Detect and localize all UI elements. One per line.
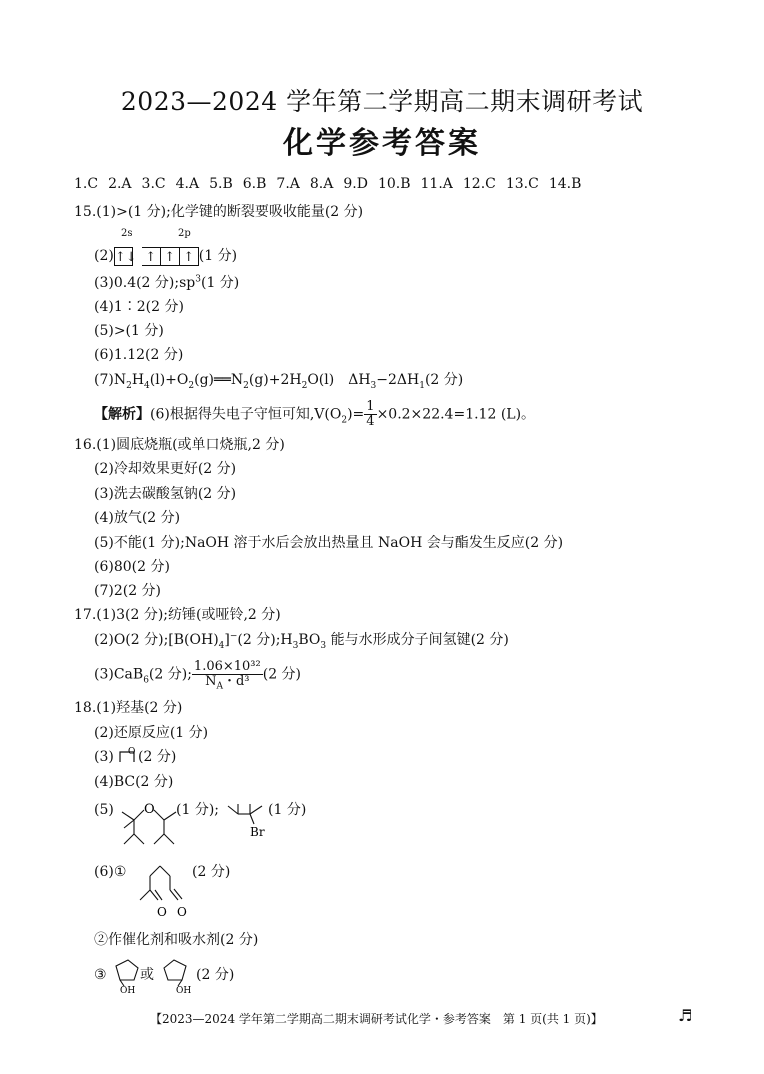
music-note-icon: ♬ [678,1006,693,1025]
q16-part7: (7)2(2 分) [94,583,162,599]
q15-part4: (4)1∶2(2 分) [94,299,184,315]
analysis-tag: 【解析】 [94,406,150,423]
q15-part3-text: (3)0.4(2 分);sp [94,275,196,291]
mc-answer: 5.B [209,176,233,192]
q17-part1: 17.(1)3(2 分);纺锤(或哑铃,2 分) [74,607,281,623]
density-denominator [192,674,263,692]
q15-analysis [94,400,535,429]
density-den-d: ・d³ [222,674,250,689]
q17-p3-a: (3)CaB [94,666,144,683]
mc-answer: 11.A [420,176,453,192]
cyclopentanol-1-oh: OH [120,986,136,994]
q15-part2-score: (1 分) [198,248,238,264]
q17-p2-s1: 4 [218,640,225,651]
q15-p7-s4: 2 [243,380,249,391]
q15-part5: (5)>(1 分) [94,323,164,339]
q17-p2-s3: 3 [320,640,327,651]
q17-p2-s2: 3 [292,640,299,651]
epoxide-structure [118,744,140,766]
q15-p7-a: (7)N [94,372,127,388]
q17-p3-score: (2 分) [262,666,302,683]
q18-part6-2: ②作催化剂和吸水剂(2 分) [94,932,259,948]
cyclopentanol-2 [158,956,192,994]
density-den-n: N [205,674,217,689]
q18-part3-score: (2 分) [138,749,177,765]
bromide-structure [224,798,274,842]
orbital-2p-label: 2p [178,228,191,239]
orbital-2s-box: ↑↓ [114,247,133,266]
cyclopentanol-2-oh: OH [176,986,192,994]
q16-part5: (5)不能(1 分);NaOH 溶于水后会放出热量且 NaOH 会与酯发生反应(2 分) [94,535,564,551]
q15-part6: (6)1.12(2 分) [94,347,184,363]
q18-part5-score1: (1 分); [176,802,219,818]
mc-answer: 7.A [276,176,300,192]
or-text: 或 [140,967,154,983]
cyclopentanol-1 [108,956,142,994]
diketone-o-label-1: O [157,905,167,919]
mc-answer: 6.B [242,176,267,192]
mc-answer: 3.C [141,176,166,192]
q15-p7-s1: 2 [126,380,132,391]
analysis-fraction [364,400,376,429]
mc-answer: 1.C [74,176,99,192]
q17-p3-b: (2 分); [148,666,192,683]
q18-part3-label: (3) [94,749,114,765]
q15-part3-score: (1 分) [200,275,240,291]
q18-part5-label: (5) [94,802,114,818]
q17-p2-sup: − [229,631,238,642]
q16-part1: 16.(1)圆底烧瓶(或单口烧瓶,2 分) [74,437,285,453]
mc-answer: 14.B [548,176,582,192]
q15-p7-g: −2ΔH [376,372,420,388]
mc-answer: 8.A [309,176,334,192]
q18-part6-3-score: (2 分) [196,967,235,983]
q17-p2-d: BO [298,632,321,648]
q17-p2-e: 能与水形成分子间氢键(2 分) [326,632,509,648]
analysis-sub: 2 [341,415,348,426]
density-fraction [192,659,263,692]
q16-part2: (2)冷却效果更好(2 分) [94,461,237,477]
density-den-sub: A [216,681,223,692]
mc-answer: 9.D [343,176,368,192]
q15-p7-s5: 2 [301,380,308,391]
diketone-o-label-2: O [177,905,187,919]
page-footer: 【2023—2024 学年第二学期高二期末调研考试化学・参考答案 第 1 页(共 1 页)】 [150,1012,603,1026]
q17-p3-s1: 6 [143,675,149,686]
q18-part4: (4)BC(2 分) [94,774,174,790]
density-numerator: 1.06×10³² [193,659,261,674]
orbital-2p-box-2: ↑ [161,247,180,266]
analysis-text-c: ×0.2×22.4=1.12 (L)。 [376,406,536,423]
q18-part6-3-label: ③ [94,967,107,983]
q15-p7-c: (l)+O [149,372,189,388]
q15-p7-b: H [131,372,145,388]
analysis-fraction-den: 4 [366,414,375,429]
q17-p2-a: (2)O(2 分);[B(OH) [94,632,219,648]
orbital-2p-box-3: ↑ [180,247,199,266]
q15-p7-s7: 1 [419,380,425,391]
multiple-choice-answers [74,176,591,192]
bromide-br-label: Br [250,825,265,839]
q18-part6-label: (6)① [94,864,127,880]
ether-o-label: O [144,802,155,817]
q18-part1: 18.(1)羟基(2 分) [74,700,183,716]
q16-part4: (4)放气(2 分) [94,510,181,526]
q18-part2: (2)还原反应(1 分) [94,725,209,741]
q17-part2 [94,630,509,650]
q15-part2-label: (2) [94,248,114,264]
q15-part3-sup: 3 [195,274,201,285]
q15-p7-h: (2 分) [424,372,464,388]
q15-p7-e: (g)+2H [248,372,302,388]
q18-part5-score2: (1 分) [268,802,307,818]
q18-part6-score: (2 分) [192,864,231,880]
q15-p7-s3: 2 [188,380,195,391]
answer-title: 化学参考答案 [283,126,481,161]
mc-answer: 10.B [377,176,411,192]
analysis-text-b: )= [347,406,365,423]
mc-answer: 13.C [505,176,539,192]
q17-part3 [94,659,302,692]
exam-title: 2023—2024 学年第二学期高二期末调研考试 [120,87,644,116]
mc-answer: 12.C [462,176,496,192]
orbital-2p-box-1: ↑ [142,247,161,266]
q15-p7-d: (g)══N [194,372,244,388]
mc-answer: 4.A [175,176,200,192]
mc-answer: 2.A [108,176,132,192]
q15-p7-s2: 4 [144,380,150,391]
q15-part7 [94,370,463,390]
diketone-structure [130,860,200,922]
analysis-text-a: (6)根据得失电子守恒可知,V(O [150,406,342,423]
q18-part3 [94,747,114,767]
q15-part3 [94,273,239,293]
q17-p2-c: (2 分);H [237,632,293,648]
q15-p7-f: O(l) ΔH [307,372,371,388]
analysis-fraction-num: 1 [366,399,375,414]
q15-part1: 15.(1)>(1 分);化学键的断裂要吸收能量(2 分) [74,204,364,220]
q16-part3: (3)洗去碳酸氢钠(2 分) [94,486,237,502]
orbital-2s-label: 2s [121,228,133,239]
q16-part6: (6)80(2 分) [94,559,170,575]
epoxide-o-label: O [128,747,136,757]
q15-part2 [94,246,237,266]
q15-p7-s6: 3 [370,380,377,391]
q17-p2-b: ] [224,632,230,648]
